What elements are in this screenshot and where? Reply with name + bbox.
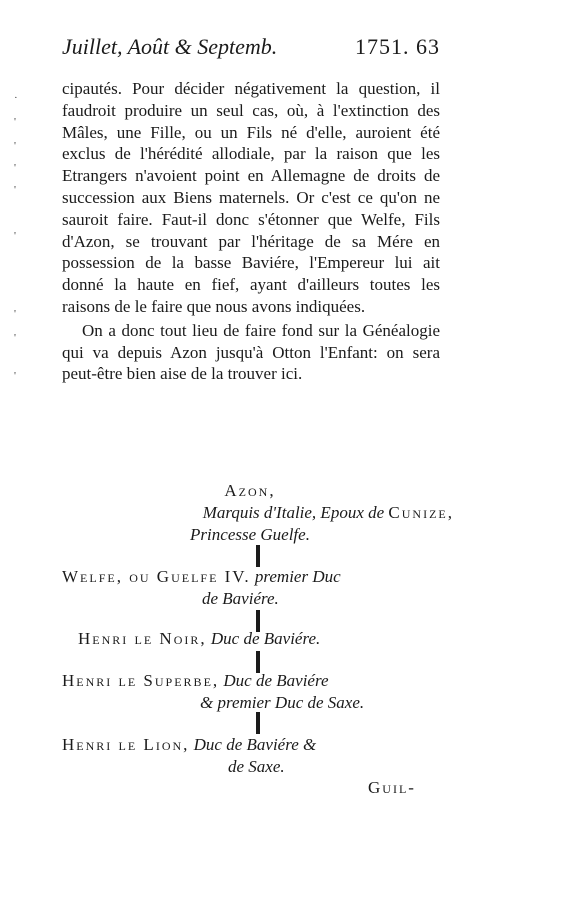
running-title: Juillet, Août & Septemb. (62, 34, 278, 59)
margin-mark: ' (14, 308, 16, 320)
genealogy-entry-welfe (62, 566, 482, 610)
year-and-page-number: 1751. 63 (355, 34, 440, 59)
running-header (62, 34, 440, 60)
spouse-name: Cunize, (388, 503, 454, 522)
margin-mark: ' (14, 140, 16, 152)
person-name: Welfe, ou Guelfe IV. (62, 567, 251, 586)
person-name: Henri le Lion, (62, 735, 190, 754)
margin-mark: ' (14, 332, 16, 344)
person-description: Marquis d'Italie, Epoux de (202, 503, 385, 522)
person-title: & premier Duc de Saxe. (200, 693, 365, 712)
margin-mark: ' (14, 162, 16, 174)
margin-mark: ' (14, 370, 16, 382)
person-title: premier Duc (254, 567, 341, 586)
margin-mark: ' (14, 116, 16, 128)
spouse-description: Princesse Guelfe. (190, 525, 310, 544)
catchword: Guil- (368, 778, 416, 797)
person-title: de Saxe. (228, 757, 285, 776)
genealogy-entry-henri-superbe (62, 670, 482, 714)
person-name: Henri le Noir, (78, 629, 207, 648)
body-text (62, 78, 440, 385)
person-title: de Baviére. (202, 589, 279, 608)
person-name: Henri le Superbe, (62, 671, 220, 690)
person-title: Duc de Baviére & (193, 735, 317, 754)
genealogy-entry-henri-noir (78, 628, 498, 650)
person-name: Azon, (224, 481, 276, 500)
person-title: Duc de Baviére (223, 671, 329, 690)
lineage-connector (256, 545, 260, 567)
margin-mark: ' (14, 184, 16, 196)
genealogy-entry-azon (40, 480, 460, 546)
person-title: Duc de Baviére. (210, 629, 321, 648)
paragraph: cipautés. Pour décider négativement la question, il faudroit produire un seul cas, où, à l'extinction des Mâles, une Fille, ou un Fils né d'elle, auroient été exclus de l'hérédité allodiale, par la raison que les Etrangers n'avoient point en Allemagne de droits de succession aux Biens maternels. Or c'est ce qu'on ne sauroit faire. Faut-il donc s'étonner que Welfe, Fils d'Azon, se trouvant par l'héritage de sa Mére en possession de la basse Baviére, l'Empereur lui ait donné la haute en fief, ayant d'ailleurs toutes les raisons de le faire que nous avons indiquées. (62, 79, 440, 316)
margin-mark: · (14, 92, 18, 104)
paragraph: On a donc tout lieu de faire fond sur la Généalogie qui va depuis Azon jusqu'à Otton l'Enfant: on sera peut-être bien aise de la trouver ici. (62, 320, 440, 384)
genealogy-entry-henri-lion (62, 734, 482, 778)
margin-mark: ' (14, 230, 16, 242)
lineage-connector (256, 712, 260, 734)
